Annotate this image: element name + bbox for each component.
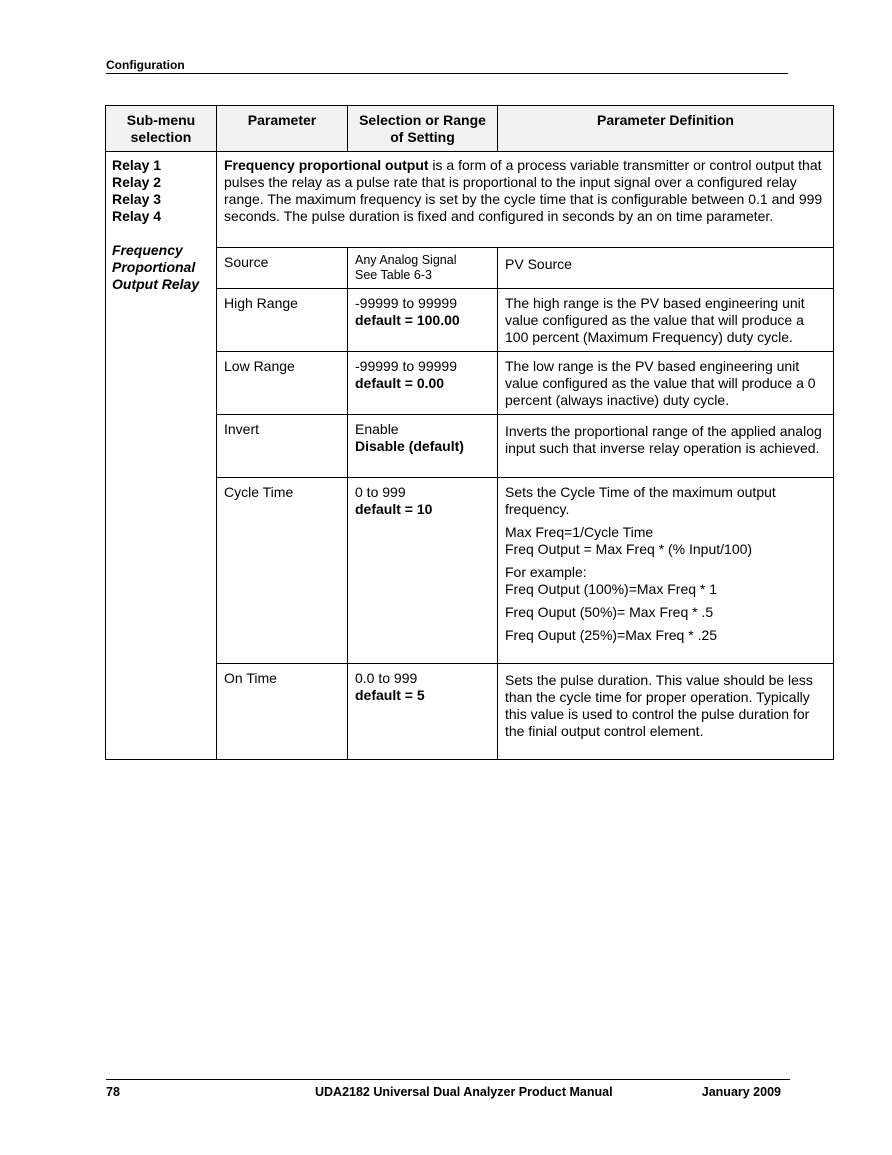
range-value: 0 to 999: [355, 484, 406, 500]
definition-cell: PV Source: [498, 248, 834, 289]
definition-cell: The high range is the PV based engineering unit value configured as the value that will produce a 100 percent (Maximum Frequency) duty cycle.: [498, 289, 834, 352]
table-row: [106, 152, 834, 248]
definition-line: Freq Output = Max Freq * (% Input/100): [505, 541, 753, 557]
page-number: 78: [106, 1085, 120, 1099]
definition-cell: The low range is the PV based engineering unit value configured as the value that will produce a 0 percent (always inactive) duty cycle.: [498, 352, 834, 415]
range-cell: [348, 289, 498, 352]
parameter-cell: High Range: [217, 289, 348, 352]
definition-cell: Inverts the proportional range of the applied analog input such that inverse relay operation is achieved.: [498, 415, 834, 478]
footer-date: January 2009: [701, 1085, 781, 1099]
submenu-cell: [106, 152, 217, 760]
range-reference: See Table 6-3: [355, 268, 432, 282]
table-header-row: [106, 106, 834, 152]
definition-paragraph: Sets the Cycle Time of the maximum output frequency.: [505, 484, 776, 517]
range-cell: [348, 478, 498, 664]
parameter-cell: Cycle Time: [217, 478, 348, 664]
header-parameter: Parameter: [217, 106, 348, 152]
range-default: default = 5: [355, 687, 425, 703]
submenu-title: Frequency Proportional Output Relay: [112, 242, 200, 292]
range-cell: [348, 352, 498, 415]
definition-line: For example:: [505, 564, 587, 580]
range-value: -99999 to 99999: [355, 295, 457, 311]
parameter-cell: Source: [217, 248, 348, 289]
page-header: Configuration: [106, 58, 788, 74]
relay-1-label: Relay 1: [112, 157, 162, 173]
definition-paragraph: Freq Ouput (50%)= Max Freq * .5: [505, 604, 714, 620]
page-footer: [106, 1079, 790, 1105]
definition-cell: Sets the pulse duration. This value should be less than the cycle time for proper operation. Typically this value is used to control the pulse duration for the finial output control element.: [498, 664, 834, 760]
relay-4-label: Relay 4: [112, 208, 162, 224]
range-default: default = 0.00: [355, 375, 445, 391]
range-cell: [348, 415, 498, 478]
relay-2-label: Relay 2: [112, 174, 162, 190]
range-value: -99999 to 99999: [355, 358, 457, 374]
footer-title: UDA2182 Universal Dual Analyzer Product Manual: [315, 1085, 613, 1099]
range-cell: [348, 664, 498, 760]
range-default: default = 10: [355, 501, 433, 517]
range-default: default = 100.00: [355, 312, 460, 328]
parameter-table: [105, 105, 834, 760]
definition-line: Max Freq=1/Cycle Time: [505, 524, 654, 540]
parameter-cell: Low Range: [217, 352, 348, 415]
intro-text: is a form of a process variable transmitter or control output that pulses the relay as a pulse rate that is proportional to the input signal over a configured relay range. The maximum frequency is set by the cycle time that is configurable between 0.1 and 999 seconds. The pulse duration is fixed and configured in seconds by an on time parameter.: [224, 157, 823, 224]
range-value: 0.0 to 999: [355, 670, 418, 686]
range-value: Enable: [355, 421, 399, 437]
definition-line: Freq Output (100%)=Max Freq * 1: [505, 581, 718, 597]
intro-bold: Frequency proportional output: [224, 157, 429, 173]
header-definition: Parameter Definition: [498, 106, 834, 152]
relay-3-label: Relay 3: [112, 191, 162, 207]
intro-cell: [217, 152, 834, 248]
parameter-cell: On Time: [217, 664, 348, 760]
range-value: Any Analog Signal: [355, 253, 457, 267]
header-range: Selection or Range of Setting: [348, 106, 498, 152]
definition-paragraph: Freq Ouput (25%)=Max Freq * .25: [505, 627, 718, 643]
definition-paragraph: [505, 524, 827, 558]
definition-paragraph: [505, 564, 827, 598]
parameter-cell: Invert: [217, 415, 348, 478]
header-submenu: Sub-menu selection: [106, 106, 217, 152]
definition-cell: [498, 478, 834, 664]
range-default: Disable (default): [355, 438, 464, 454]
range-cell: [348, 248, 498, 289]
